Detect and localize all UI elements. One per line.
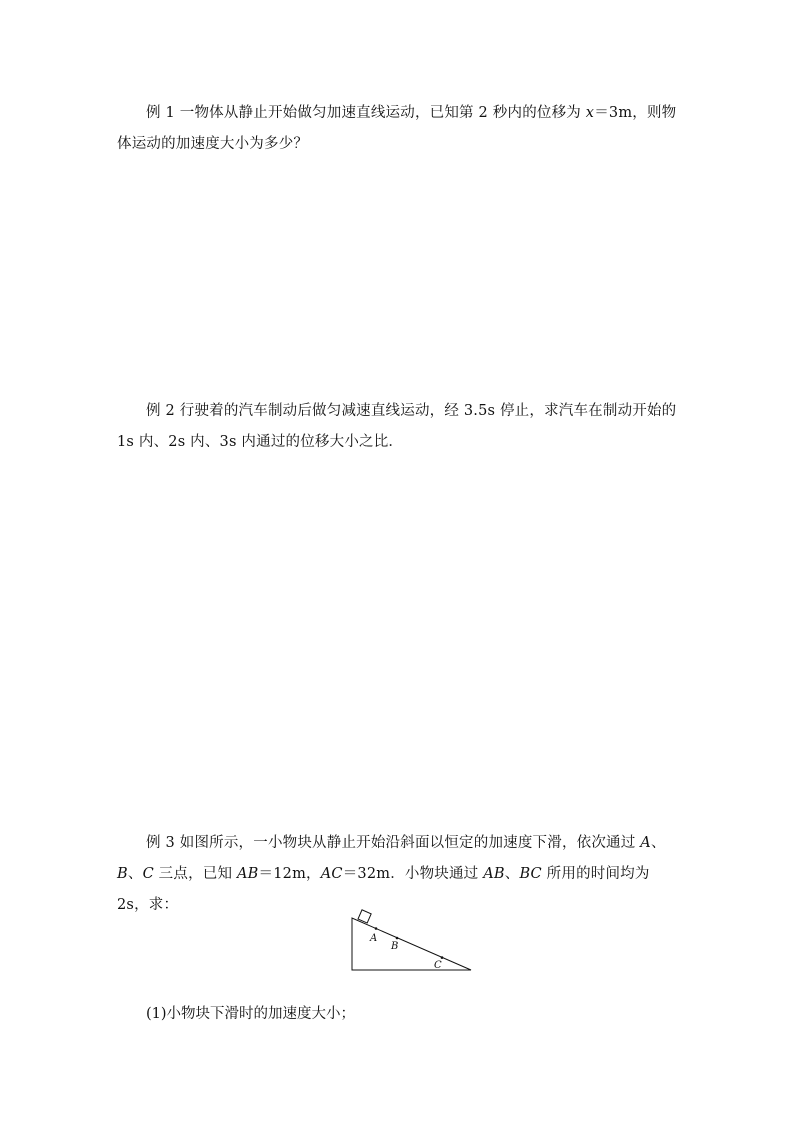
point-c-label: C (434, 960, 442, 971)
segment-ac-ref: AC (320, 866, 343, 882)
variable-x: x (585, 105, 595, 121)
example-3-text-3: ＝12m， (258, 866, 321, 882)
example-3-text-1: 如图所示，一小物块从静止开始沿斜面以恒定的加速度下滑，依次通过 (174, 835, 641, 851)
point-b-label: B (391, 941, 399, 952)
example-3-label: 例 3 (146, 835, 175, 851)
incline-figure (340, 903, 480, 978)
incline-triangle (352, 918, 471, 970)
segment-ab-ref: AB (236, 866, 259, 882)
example-2-paragraph (117, 396, 680, 458)
segment-bc-ref: BC (519, 866, 542, 882)
point-a-ref: A (640, 835, 651, 851)
point-b-dot (396, 937, 399, 940)
example-1-paragraph (117, 98, 680, 160)
example-2-text: 行驶着的汽车制动后做匀减速直线运动，经 3.5s 停止，求汽车在制动开始的 1s 内、2s 内、3s 内通过的位移大小之比． (117, 403, 677, 450)
example-3-text-2: 三点，已知 (153, 866, 237, 882)
separator: 、 (127, 866, 143, 882)
example-1-label: 例 1 (146, 105, 175, 121)
example-1-text-b: ＝3m，则物体运动的加速度大小为多少？ (117, 105, 677, 152)
example-3-text-4: ＝32m．小物块通过 (342, 866, 484, 882)
example-2-label: 例 2 (146, 403, 175, 419)
point-b-ref: B (117, 866, 128, 882)
point-c-ref: C (142, 866, 154, 882)
point-c-dot (441, 956, 444, 959)
point-a-dot (375, 927, 378, 930)
segment-ab-ref: AB (483, 866, 505, 882)
example-1-text-a: 一物体从静止开始做匀加速直线运动，已知第 2 秒内的位移为 (174, 105, 586, 121)
separator: 、 (504, 866, 520, 882)
example-3-text-5: 所用的时间均为 2s，求： (117, 866, 650, 913)
separator: 、 (650, 835, 666, 851)
point-a-label: A (370, 933, 378, 944)
question-1: (1)小物块下滑时的加速度大小； (146, 1006, 356, 1022)
